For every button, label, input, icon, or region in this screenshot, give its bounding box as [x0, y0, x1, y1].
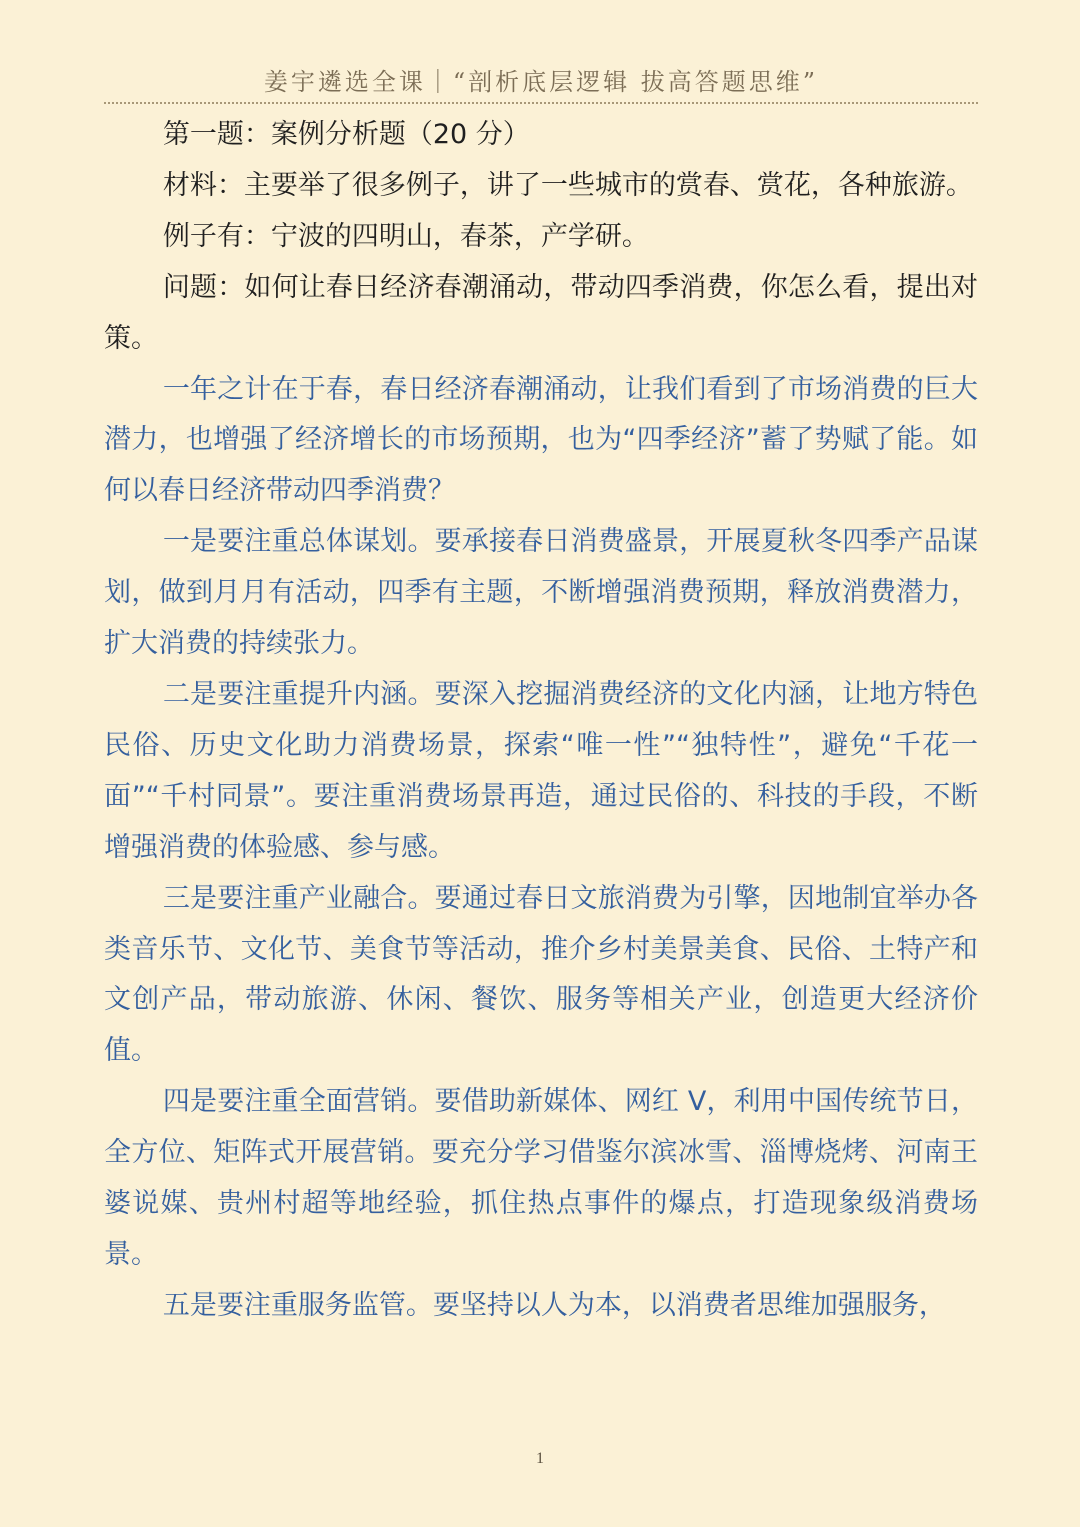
answer-point-5: 五是要注重服务监管。要坚持以人为本，以消费者思维加强服务， [162, 1289, 946, 1321]
answer-point-2: 二是要注重提升内涵。要深入挖掘消费经济的文化内涵，让地方特色民俗、历史文化助力消费场景，探索“唯一性”“独特性”，避免“千花一面”“千村同景”。要注重消费场景再造，通过民俗的、科技的手段，不断增强消费的体验感、参与感。 [104, 678, 978, 863]
question-examples: 例子有：宁波的四明山，春茶，产学研。 [162, 220, 649, 252]
document-body [104, 110, 978, 1332]
question-material: 材料：主要举了很多例子，讲了一些城市的赏春、赏花，各种旅游。 [162, 169, 973, 201]
question-heading: 第一题：案例分析题（20 分） [162, 119, 530, 150]
answer-intro: 一年之计在于春，春日经济春潮涌动，让我们看到了市场消费的巨大潜力，也增强了经济增长的市场预期，也为“四季经济”蓄了势赋了能。如何以春日经济带动四季消费？ [104, 373, 978, 507]
answer-point-4: 四是要注重全面营销。要借助新媒体、网红 V，利用中国传统节日，全方位、矩阵式开展营销。要充分学习借鉴尔滨冰雪、淄博烧烤、河南王婆说媒、贵州村超等地经验，抓住热点事件的爆点，打造现象级消费场景。 [104, 1086, 978, 1270]
question-prompt: 问题：如何让春日经济春潮涌动，带动四季消费，你怎么看，提出对策。 [104, 271, 978, 354]
answer-point-1: 一是要注重总体谋划。要承接春日消费盛景，开展夏秋冬四季产品谋划，做到月月有活动，四季有主题，不断增强消费预期，释放消费潜力，扩大消费的持续张力。 [104, 526, 978, 660]
page-number: 1 [536, 1450, 544, 1467]
page-header: 姜宇遴选全课｜“剖析底层逻辑 拔高答题思维” [263, 68, 819, 96]
answer-point-3: 三是要注重产业融合。要通过春日文旅消费为引擎，因地制宜举办各类音乐节、文化节、美食节等活动，推介乡村美景美食、民俗、土特产和文创产品，带动旅游、休闲、餐饮、服务等相关产业，创造更大经济价值。 [104, 882, 978, 1067]
header-divider [104, 102, 978, 104]
